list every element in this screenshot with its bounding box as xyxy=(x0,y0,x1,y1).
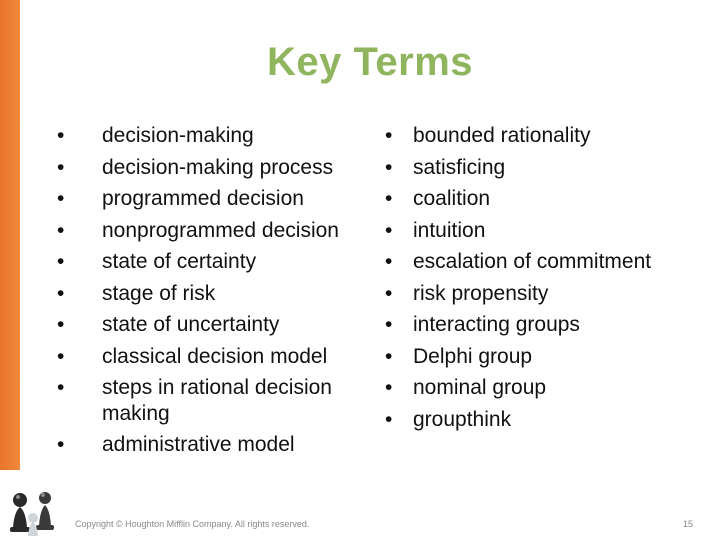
list-item xyxy=(57,186,367,212)
right-term-list xyxy=(385,123,705,438)
term-label: groupthink xyxy=(413,407,512,431)
term-label: programmed decision xyxy=(102,187,304,210)
list-item xyxy=(57,344,367,370)
list-item xyxy=(385,249,705,275)
bullet-icon: • xyxy=(57,344,65,368)
list-item xyxy=(385,407,705,433)
list-item xyxy=(385,344,705,370)
list-item xyxy=(57,375,367,426)
list-item xyxy=(385,218,705,244)
term-label: state of uncertainty xyxy=(102,313,280,336)
list-item xyxy=(57,281,367,307)
bullet-icon: • xyxy=(385,187,393,210)
term-label: intuition xyxy=(413,218,486,242)
term-label: bounded rationality xyxy=(413,124,591,147)
chess-pieces-logo-icon xyxy=(0,470,68,540)
bullet-icon: • xyxy=(385,155,393,179)
page-number: 15 xyxy=(682,519,693,529)
term-label: decision-making xyxy=(102,124,254,147)
term-label: decision-making process xyxy=(102,155,334,179)
term-label: coalition xyxy=(413,187,491,210)
copyright-footer: Copyright © Houghton Mifflin Company. All rights reserved. xyxy=(75,519,310,529)
page-title: Key Terms xyxy=(266,40,474,84)
term-label: steps in rational decision making xyxy=(102,376,332,425)
list-item xyxy=(385,155,705,181)
bullet-icon: • xyxy=(385,344,393,368)
term-label: Delphi group xyxy=(413,344,533,368)
list-item xyxy=(57,155,367,181)
bullet-icon: • xyxy=(385,218,393,242)
bullet-icon: • xyxy=(57,313,65,336)
term-label: administrative model xyxy=(102,433,295,456)
term-label: satisficing xyxy=(413,155,506,179)
bullet-icon: • xyxy=(385,313,393,336)
bullet-icon: • xyxy=(57,187,65,210)
bullet-icon: • xyxy=(57,433,65,456)
term-label: risk propensity xyxy=(413,281,549,305)
bullet-icon: • xyxy=(57,376,65,399)
term-label: classical decision model xyxy=(102,344,328,368)
bullet-icon: • xyxy=(57,124,65,147)
bullet-icon: • xyxy=(385,407,393,431)
list-item xyxy=(385,375,705,401)
list-item xyxy=(385,312,705,338)
term-label: nonprogrammed decision xyxy=(102,218,339,242)
list-item xyxy=(57,249,367,275)
bullet-icon: • xyxy=(57,155,65,179)
bullet-icon: • xyxy=(57,218,65,242)
left-term-list xyxy=(57,123,367,464)
list-item xyxy=(385,186,705,212)
term-label: stage of risk xyxy=(102,281,216,305)
list-item xyxy=(57,218,367,244)
term-label: interacting groups xyxy=(413,313,580,336)
list-item xyxy=(385,281,705,307)
list-item xyxy=(57,123,367,149)
list-item xyxy=(385,123,705,149)
list-item xyxy=(57,432,367,458)
term-label: escalation of commitment xyxy=(413,250,652,273)
bullet-icon: • xyxy=(385,281,393,305)
bullet-icon: • xyxy=(385,124,393,147)
term-label: state of certainty xyxy=(102,250,257,273)
bullet-icon: • xyxy=(385,376,393,399)
bullet-icon: • xyxy=(57,281,65,305)
term-label: nominal group xyxy=(413,376,547,399)
bullet-icon: • xyxy=(385,250,393,273)
bullet-icon: • xyxy=(57,250,65,273)
list-item xyxy=(57,312,367,338)
